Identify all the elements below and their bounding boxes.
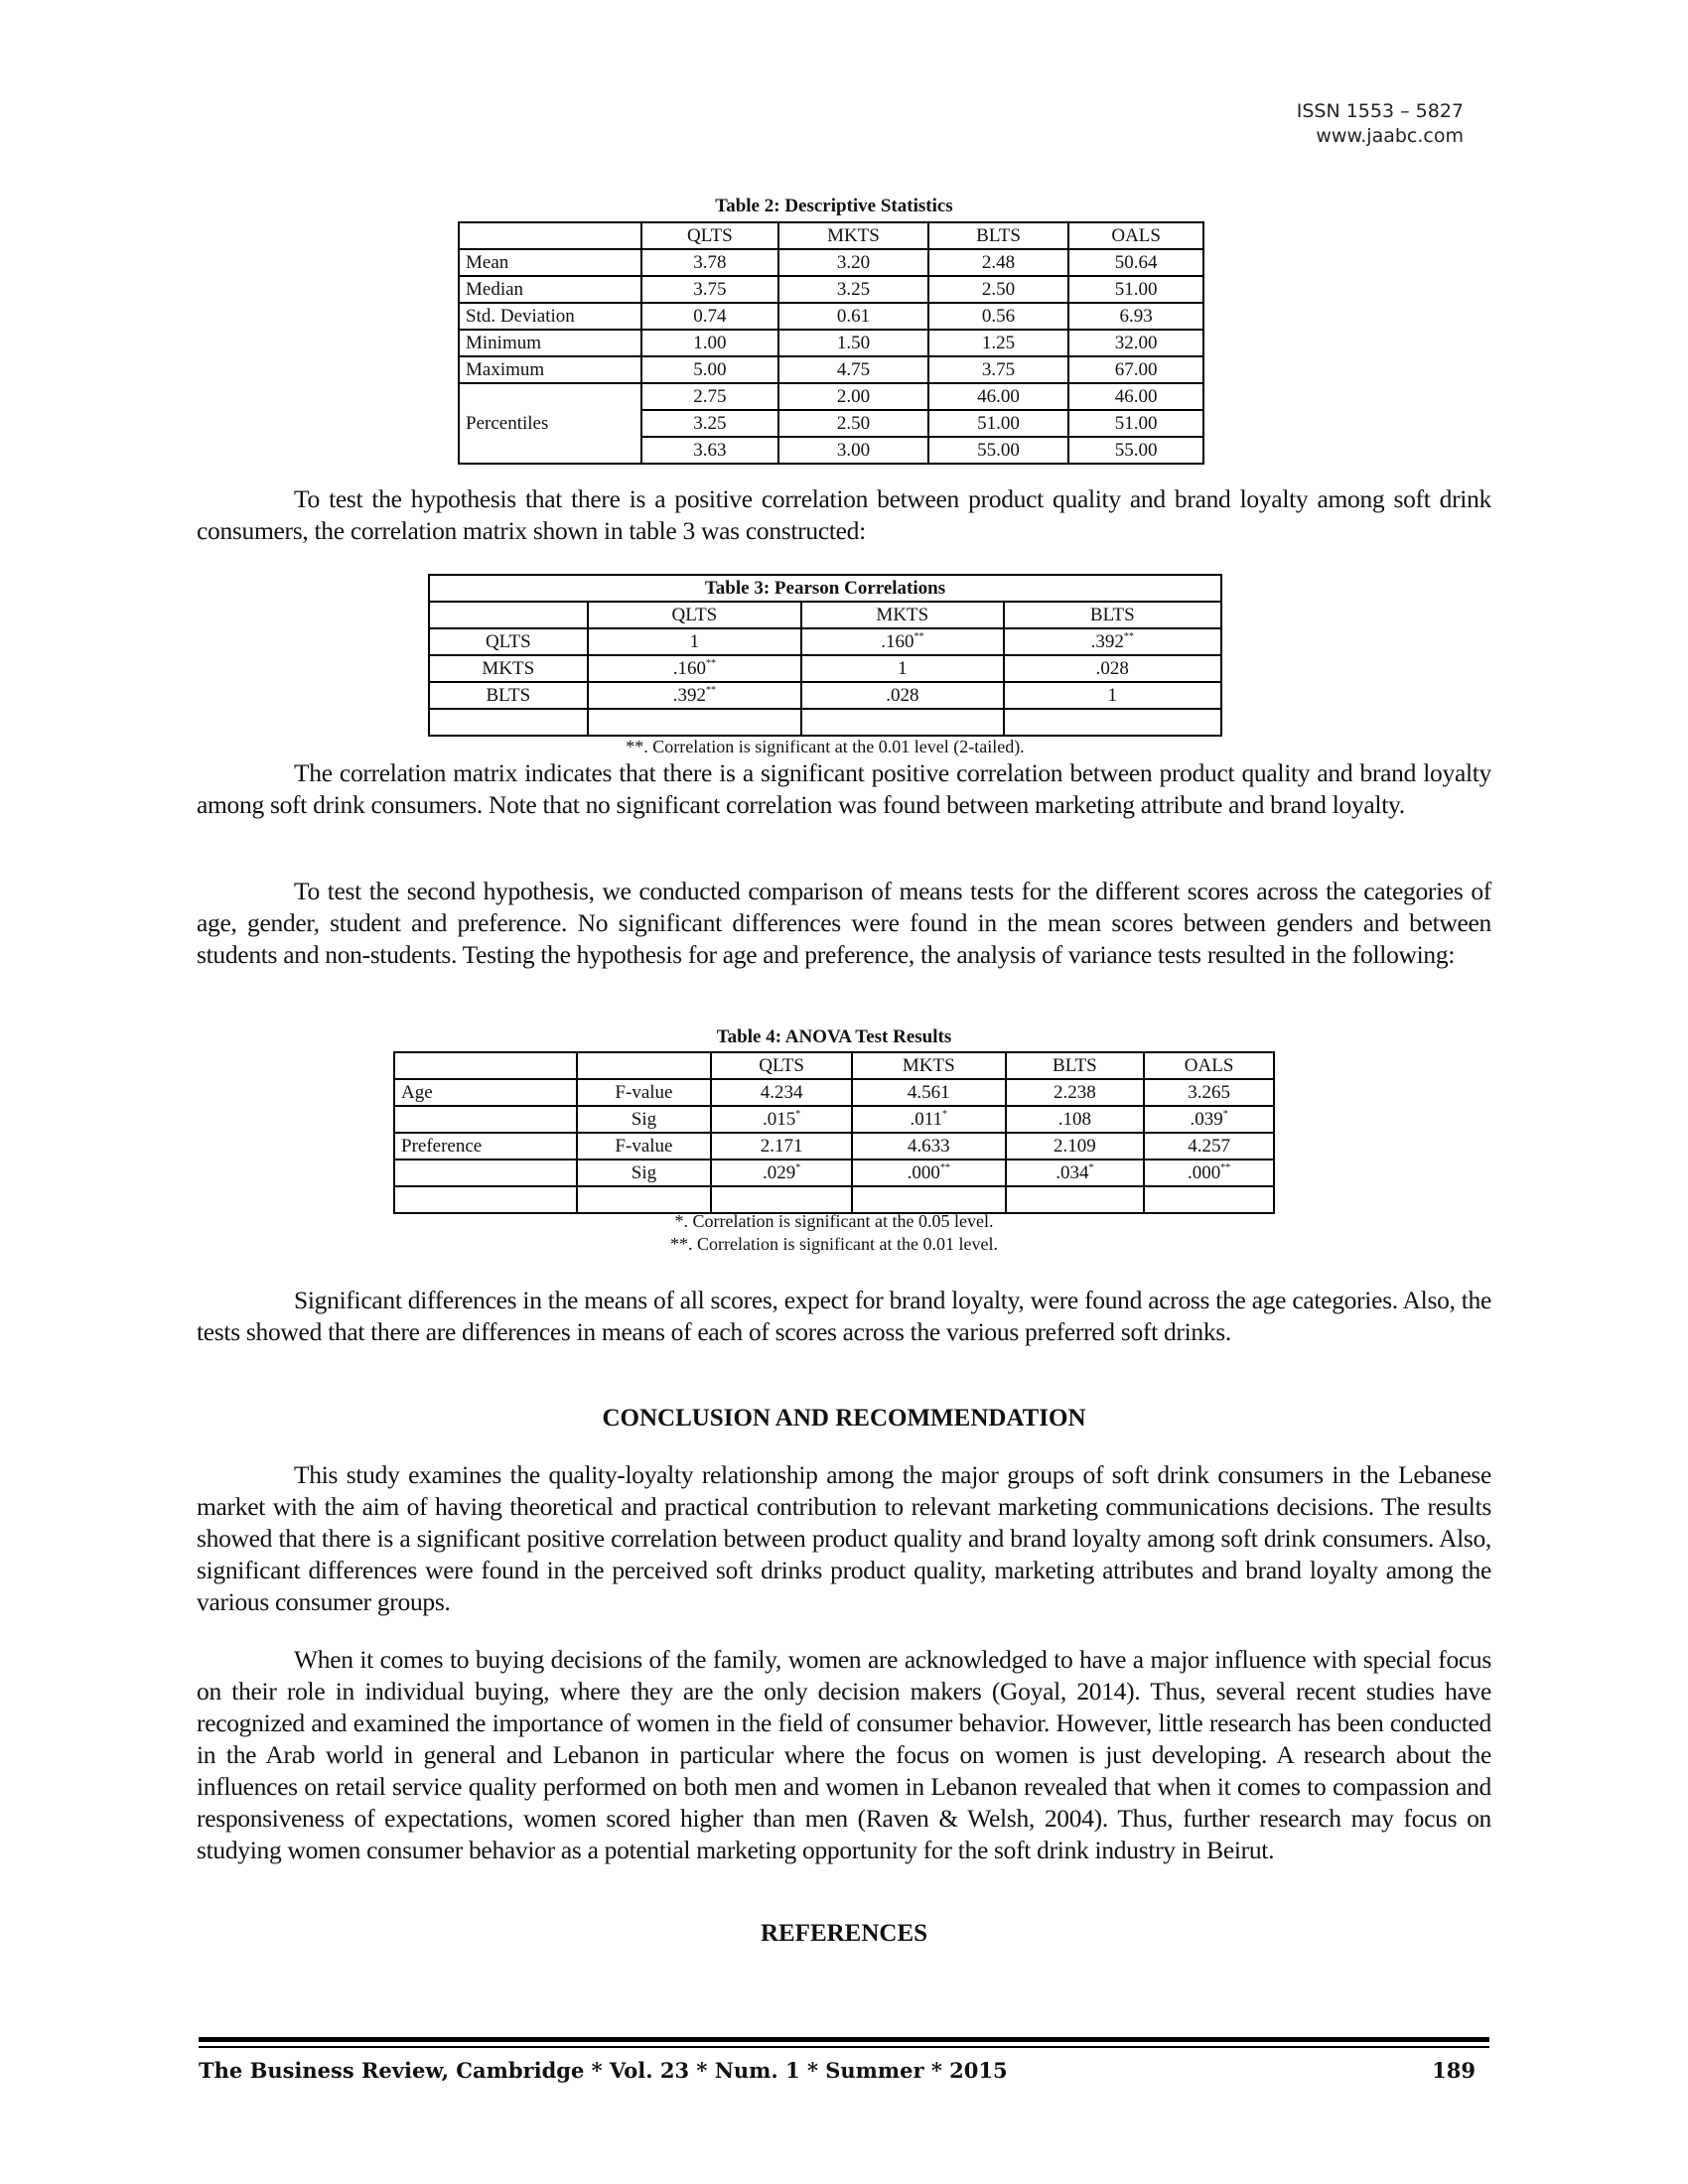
table2-cell: 2.00 [778, 383, 928, 410]
cell-value: .108 [1057, 1109, 1092, 1130]
table2-cell: 1.50 [778, 330, 928, 356]
table4-header-row [394, 1052, 1274, 1079]
table4-cell [1144, 1133, 1274, 1160]
significance-marker: ** [1123, 631, 1134, 642]
table2-row [459, 249, 1203, 276]
table2-cell: 2.50 [778, 410, 928, 437]
table2-cell: 3.25 [778, 276, 928, 303]
table4-empty-cell [394, 1186, 577, 1213]
table3-column-header: BLTS [1004, 602, 1221, 628]
table4-empty-cell [577, 1186, 712, 1213]
table2-cell: 51.00 [928, 410, 1069, 437]
table2-cell: 46.00 [1068, 383, 1203, 410]
cell-value: .000 [907, 1162, 940, 1183]
cell-value: .011 [910, 1109, 943, 1130]
table2-cell: 3.25 [641, 410, 779, 437]
heading-references: REFERENCES [760, 1920, 928, 1947]
table2-row-label: Std. Deviation [459, 303, 641, 330]
table4-group-label: Age [394, 1079, 577, 1106]
table2-row-label: Minimum [459, 330, 641, 356]
cell-value: .000 [1187, 1162, 1221, 1183]
footer-rule-thin [199, 2046, 1489, 2048]
significance-marker: ** [939, 1162, 950, 1173]
table2-cell: 67.00 [1068, 356, 1203, 383]
cell-value: .392 [672, 685, 706, 706]
table3-empty-cell [1004, 709, 1221, 736]
table3-cell [1004, 682, 1221, 709]
table2-cell: 46.00 [928, 383, 1069, 410]
table4-empty-cell [711, 1186, 852, 1213]
cell-value: 4.633 [907, 1136, 950, 1157]
table2-cell: 3.63 [641, 437, 779, 464]
table4-cell [1144, 1160, 1274, 1186]
table2-column-header: OALS [1068, 222, 1203, 249]
table4-column-header: MKTS [852, 1052, 1006, 1079]
table3-caption: Table 3: Pearson Correlations [429, 575, 1221, 602]
table4-empty-cell [1006, 1186, 1145, 1213]
table3-body [429, 575, 1221, 736]
table3-row [429, 655, 1221, 682]
cell-value: 4.561 [907, 1082, 950, 1103]
table4-column-header: OALS [1144, 1052, 1274, 1079]
table4-row [394, 1079, 1274, 1106]
table3-row-label: MKTS [429, 655, 588, 682]
significance-marker: ** [705, 685, 716, 696]
table2-cell: 3.20 [778, 249, 928, 276]
table4-cell [1006, 1106, 1145, 1133]
table4-group-label [394, 1160, 577, 1186]
table3-cell [801, 655, 1003, 682]
table4-cell [852, 1160, 1006, 1186]
table3-cell [588, 655, 801, 682]
table4-cell [1144, 1079, 1274, 1106]
table3-note: **. Correlation is significant at the 0.01 level (2-tailed). [626, 737, 1025, 756]
table3-cell [801, 682, 1003, 709]
significance-marker: * [942, 1109, 948, 1120]
table2-cell: 1.00 [641, 330, 779, 356]
table2-cell: 5.00 [641, 356, 779, 383]
table3-cell [801, 628, 1003, 655]
table4-body [394, 1052, 1274, 1213]
issn-header [1297, 99, 1464, 149]
table4-corner-cell [577, 1052, 712, 1079]
table2-body [459, 222, 1203, 464]
table2-row [459, 276, 1203, 303]
paragraph-anova-result: Significant differences in the means of all scores, expect for brand loyalty, were found across the age categories. Also, the tests showed that there are differences in means of each of scores across the various preferred soft drinks. [197, 1286, 1491, 1346]
table4-empty-cell [852, 1186, 1006, 1213]
table2-row-label: Maximum [459, 356, 641, 383]
table3-cell [1004, 628, 1221, 655]
table2-cell: 3.00 [778, 437, 928, 464]
cell-value: 1 [1107, 685, 1118, 706]
table2-column-header: QLTS [641, 222, 779, 249]
cell-value: .029 [762, 1162, 796, 1183]
table2-corner-cell [459, 222, 641, 249]
page-footer [199, 2058, 1476, 2083]
table4-column-header: QLTS [711, 1052, 852, 1079]
table4-column-header: BLTS [1006, 1052, 1145, 1079]
cell-value: 3.265 [1188, 1082, 1230, 1103]
cell-value: .034 [1055, 1162, 1089, 1183]
page-number: 189 [1432, 2058, 1476, 2083]
significance-marker: ** [1220, 1162, 1231, 1173]
table4-cell [1006, 1160, 1145, 1186]
footer-rule-thick [199, 2037, 1489, 2042]
paragraph-hypothesis-1: To test the hypothesis that there is a positive correlation between product quality and brand loyalty among soft drink consumers, the correlation matrix shown in table 3 was constructed: [197, 484, 1491, 545]
significance-marker: * [795, 1109, 801, 1120]
table4-anova-results [393, 1051, 1275, 1214]
table4-row [394, 1133, 1274, 1160]
cell-value: 4.234 [760, 1082, 803, 1103]
table2-row [459, 356, 1203, 383]
table2-row-label: Median [459, 276, 641, 303]
table2-cell: 55.00 [928, 437, 1069, 464]
table3-empty-row [429, 709, 1221, 736]
table4-group-label [394, 1106, 577, 1133]
cell-value: .160 [881, 631, 914, 652]
cell-value: .015 [762, 1109, 796, 1130]
table3-row-label: QLTS [429, 628, 588, 655]
significance-marker: ** [705, 658, 716, 669]
table3-pearson-correlations [428, 574, 1222, 737]
table4-cell [1006, 1133, 1145, 1160]
table3-empty-cell [429, 709, 588, 736]
table4-stat-label: F-value [577, 1133, 712, 1160]
significance-marker: * [1088, 1162, 1094, 1173]
table4-empty-cell [1144, 1186, 1274, 1213]
cell-value: .039 [1190, 1109, 1223, 1130]
cell-value: .028 [886, 685, 919, 706]
table2-cell: 4.75 [778, 356, 928, 383]
table2-row [459, 330, 1203, 356]
website-url: www.jaabc.com [1316, 125, 1464, 147]
table4-note-2: **. Correlation is significant at the 0.01 level. [670, 1234, 998, 1254]
cell-value: 4.257 [1188, 1136, 1230, 1157]
table2-cell: 6.93 [1068, 303, 1203, 330]
table4-cell [852, 1133, 1006, 1160]
table2-cell: 55.00 [1068, 437, 1203, 464]
table2-percentile-row [459, 383, 1203, 410]
issn-number: ISSN 1553 – 5827 [1296, 100, 1464, 122]
table2-cell: 51.00 [1068, 276, 1203, 303]
table3-cell [1004, 655, 1221, 682]
paragraph-correlation-result: The correlation matrix indicates that there is a significant positive correlation between product quality and brand loyalty among soft drink consumers. Note that no significant correlation was found between marketing attribute and brand loyalty. [197, 758, 1491, 819]
cell-value: .392 [1090, 631, 1124, 652]
table3-row-label: BLTS [429, 682, 588, 709]
table3-row [429, 682, 1221, 709]
cell-value: 1 [689, 631, 700, 652]
table2-cell: 2.50 [928, 276, 1069, 303]
table3-cell [588, 682, 801, 709]
cell-value: 1 [898, 658, 908, 679]
table4-empty-row [394, 1186, 1274, 1213]
table4-group-label: Preference [394, 1133, 577, 1160]
table4-cell [1144, 1106, 1274, 1133]
paragraph-conclusion-1: This study examines the quality-loyalty relationship among the major groups of soft drink consumers in the Lebanese market with the aim of having theoretical and practical contribution to relevant marketing communications decisions. The results showed that there is a significant positive correlation between product quality and brand loyalty among soft drink consumers. Also, significant differences were found in the perceived soft drinks product quality, marketing attributes and brand loyalty among the various consumer groups. [197, 1460, 1491, 1616]
table4-stat-label: Sig [577, 1160, 712, 1186]
table4-row [394, 1106, 1274, 1133]
table2-row [459, 303, 1203, 330]
table2-caption: Table 2: Descriptive Statistics [715, 196, 953, 216]
table4-caption: Table 4: ANOVA Test Results [716, 1026, 952, 1047]
table3-corner-cell [429, 602, 588, 628]
significance-marker: * [1222, 1109, 1228, 1120]
table3-row [429, 628, 1221, 655]
table3-column-header: MKTS [801, 602, 1003, 628]
table4-cell [1006, 1079, 1145, 1106]
table2-cell: 1.25 [928, 330, 1069, 356]
table4-row [394, 1160, 1274, 1186]
table3-empty-cell [801, 709, 1003, 736]
table3-cell [588, 628, 801, 655]
table2-descriptive-statistics [458, 221, 1204, 465]
table4-cell [711, 1133, 852, 1160]
table3-column-header: QLTS [588, 602, 801, 628]
paragraph-hypothesis-2: To test the second hypothesis, we conducted comparison of means tests for the different scores across the categories of age, gender, student and preference. No significant differences were found in the mean scores between genders and between students and non-students. Testing the hypothesis for age and preference, the analysis of variance tests resulted in the following: [197, 877, 1491, 969]
table4-cell [852, 1079, 1006, 1106]
table4-corner-cell [394, 1052, 577, 1079]
significance-marker: ** [914, 631, 924, 642]
table2-header-row [459, 222, 1203, 249]
table4-stat-label: F-value [577, 1079, 712, 1106]
cell-value: 2.171 [760, 1136, 803, 1157]
cell-value: .028 [1095, 658, 1129, 679]
cell-value: 2.109 [1054, 1136, 1096, 1157]
table2-cell: 32.00 [1068, 330, 1203, 356]
table3-empty-cell [588, 709, 801, 736]
table4-note-1: *. Correlation is significant at the 0.05 level. [674, 1211, 994, 1231]
table3-header-row [429, 602, 1221, 628]
heading-conclusion: CONCLUSION AND RECOMMENDATION [602, 1405, 1086, 1432]
table2-cell: 0.74 [641, 303, 779, 330]
cell-value: .160 [672, 658, 706, 679]
table3-caption-row [429, 575, 1221, 602]
table2-cell: 0.56 [928, 303, 1069, 330]
table2-cell: 2.48 [928, 249, 1069, 276]
journal-citation: The Business Review, Cambridge * Vol. 23 * Num. 1 * Summer * 2015 [199, 2058, 1008, 2083]
table2-cell: 3.75 [641, 276, 779, 303]
table4-cell [852, 1106, 1006, 1133]
table2-cell: 2.75 [641, 383, 779, 410]
table2-cell: 3.78 [641, 249, 779, 276]
table4-cell [711, 1079, 852, 1106]
table2-column-header: MKTS [778, 222, 928, 249]
table4-cell [711, 1106, 852, 1133]
table4-cell [711, 1160, 852, 1186]
table2-row-label: Percentiles [459, 383, 641, 464]
table2-row-label: Mean [459, 249, 641, 276]
table2-cell: 3.75 [928, 356, 1069, 383]
table4-stat-label: Sig [577, 1106, 712, 1133]
table2-cell: 0.61 [778, 303, 928, 330]
paragraph-conclusion-2: When it comes to buying decisions of the family, women are acknowledged to have a major influence with special focus on their role in individual buying, where they are the only decision makers (Goyal, 2014). Thus, several recent studies have recognized and examined the importance of women in the field of consumer behavior. However, little research has been conducted in the Arab world in general and Lebanon in particular where the focus on women is just developing. A research about the influences on retail service quality performed on both men and women in Lebanon revealed that when it comes to compassion and responsiveness of expectations, women scored higher than men (Raven & Welsh, 2004). Thus, further research may focus on studying women consumer behavior as a potential marketing opportunity for the soft drink industry in Beirut. [197, 1645, 1491, 1864]
table2-cell: 51.00 [1068, 410, 1203, 437]
cell-value: 2.238 [1054, 1082, 1096, 1103]
significance-marker: * [795, 1162, 801, 1173]
table2-cell: 50.64 [1068, 249, 1203, 276]
table2-column-header: BLTS [928, 222, 1069, 249]
